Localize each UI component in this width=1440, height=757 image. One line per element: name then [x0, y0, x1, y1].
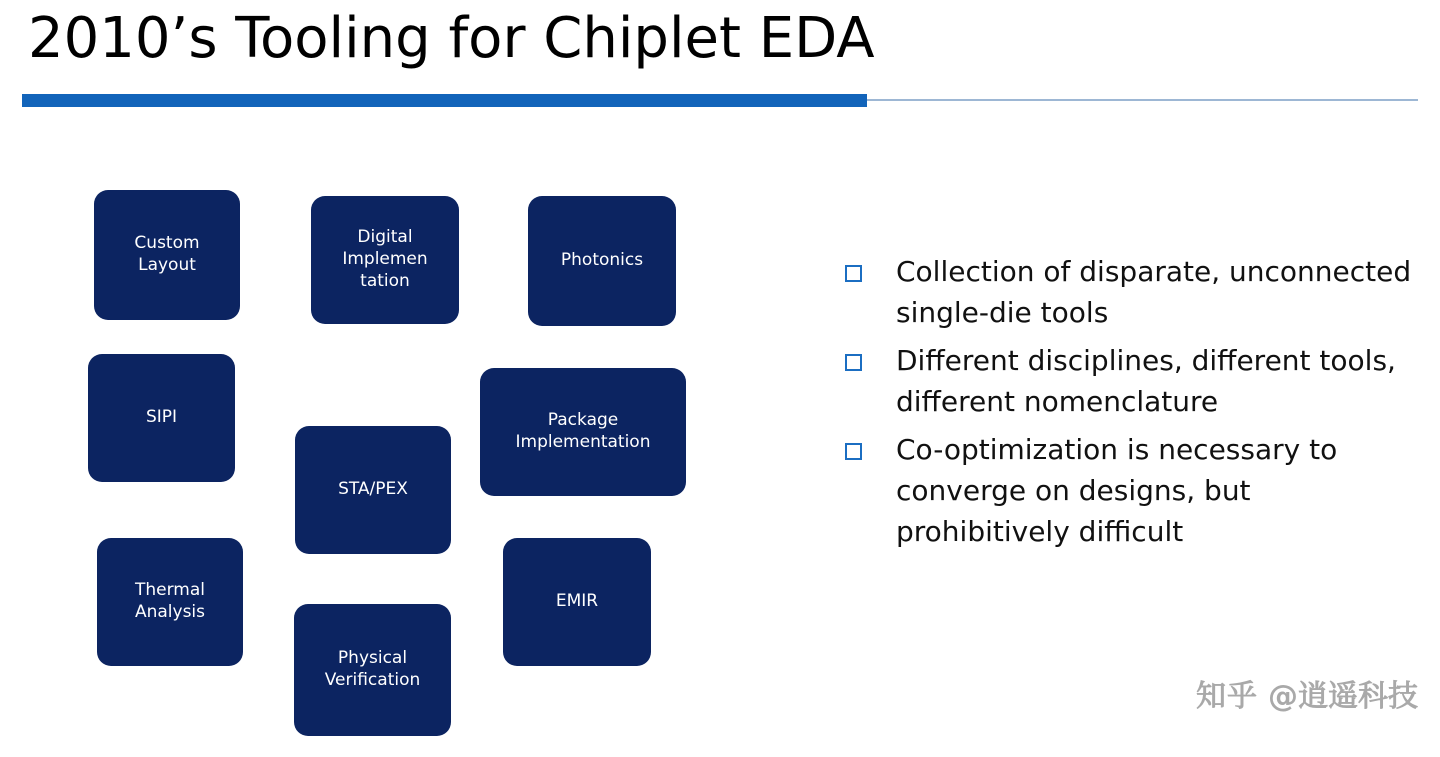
eda-box-label-line: Layout	[138, 255, 196, 275]
bullet-item	[845, 430, 1425, 552]
eda-box-label	[342, 227, 427, 292]
bullet-text: Co-optimization is necessary to converge on designs, but prohibitively difficult	[896, 433, 1338, 548]
bullet-square-icon	[845, 443, 862, 460]
page-title: 2010’s Tooling for Chiplet EDA	[28, 6, 875, 71]
watermark-handle: @逍遥科技	[1268, 679, 1418, 714]
eda-box-label	[134, 233, 199, 277]
eda-box-sta-pex	[295, 426, 451, 554]
eda-box-label-line: STA/PEX	[338, 479, 408, 500]
title-underline-thin	[867, 99, 1418, 101]
eda-box-physical-verification	[294, 604, 451, 736]
bullet-item	[845, 341, 1425, 422]
eda-box-label-line: Implemen	[342, 249, 428, 270]
eda-box-label-line: tation	[360, 270, 410, 291]
eda-box-label-line: Verification	[324, 670, 421, 690]
bullet-item	[845, 252, 1425, 333]
bullet-square-icon	[845, 265, 862, 282]
eda-box-photonics	[528, 196, 676, 326]
eda-box-label	[325, 648, 421, 692]
zhihu-logo-text: 知乎	[1196, 679, 1258, 714]
eda-box-label	[516, 410, 651, 454]
bullet-square-icon	[845, 354, 862, 371]
eda-box-sipi	[88, 354, 235, 482]
eda-box-custom-layout	[94, 190, 240, 320]
eda-box-emir	[503, 538, 651, 666]
eda-box-label	[338, 479, 408, 501]
eda-box-label-line: Thermal	[134, 580, 205, 601]
eda-box-label-line: Photonics	[560, 250, 644, 271]
eda-box-label	[556, 591, 598, 613]
eda-box-label-line: Digital	[357, 227, 413, 248]
eda-box-digital-implementation	[311, 196, 459, 324]
eda-box-label-line: Package	[547, 410, 619, 431]
bullet-text: Collection of disparate, unconnected single-die tools	[896, 255, 1412, 329]
eda-box-thermal-analysis	[97, 538, 243, 666]
eda-box-label-line: SIPI	[145, 407, 178, 428]
eda-box-label-line: EMIR	[555, 591, 599, 612]
watermark	[1196, 671, 1418, 715]
eda-box-label-line: Custom	[134, 233, 200, 254]
eda-box-label-line: Implementation	[515, 432, 651, 452]
eda-box-label-line: Physical	[337, 648, 408, 669]
eda-box-package-implementation	[480, 368, 686, 496]
title-underline-accent	[22, 94, 867, 107]
eda-box-label	[561, 250, 643, 272]
bullet-text: Different disciplines, different tools, different nomenclature	[896, 344, 1396, 418]
eda-box-label-line: Analysis	[134, 602, 206, 622]
bullet-list	[845, 252, 1425, 560]
eda-box-label	[146, 407, 177, 429]
eda-box-label	[135, 580, 205, 624]
